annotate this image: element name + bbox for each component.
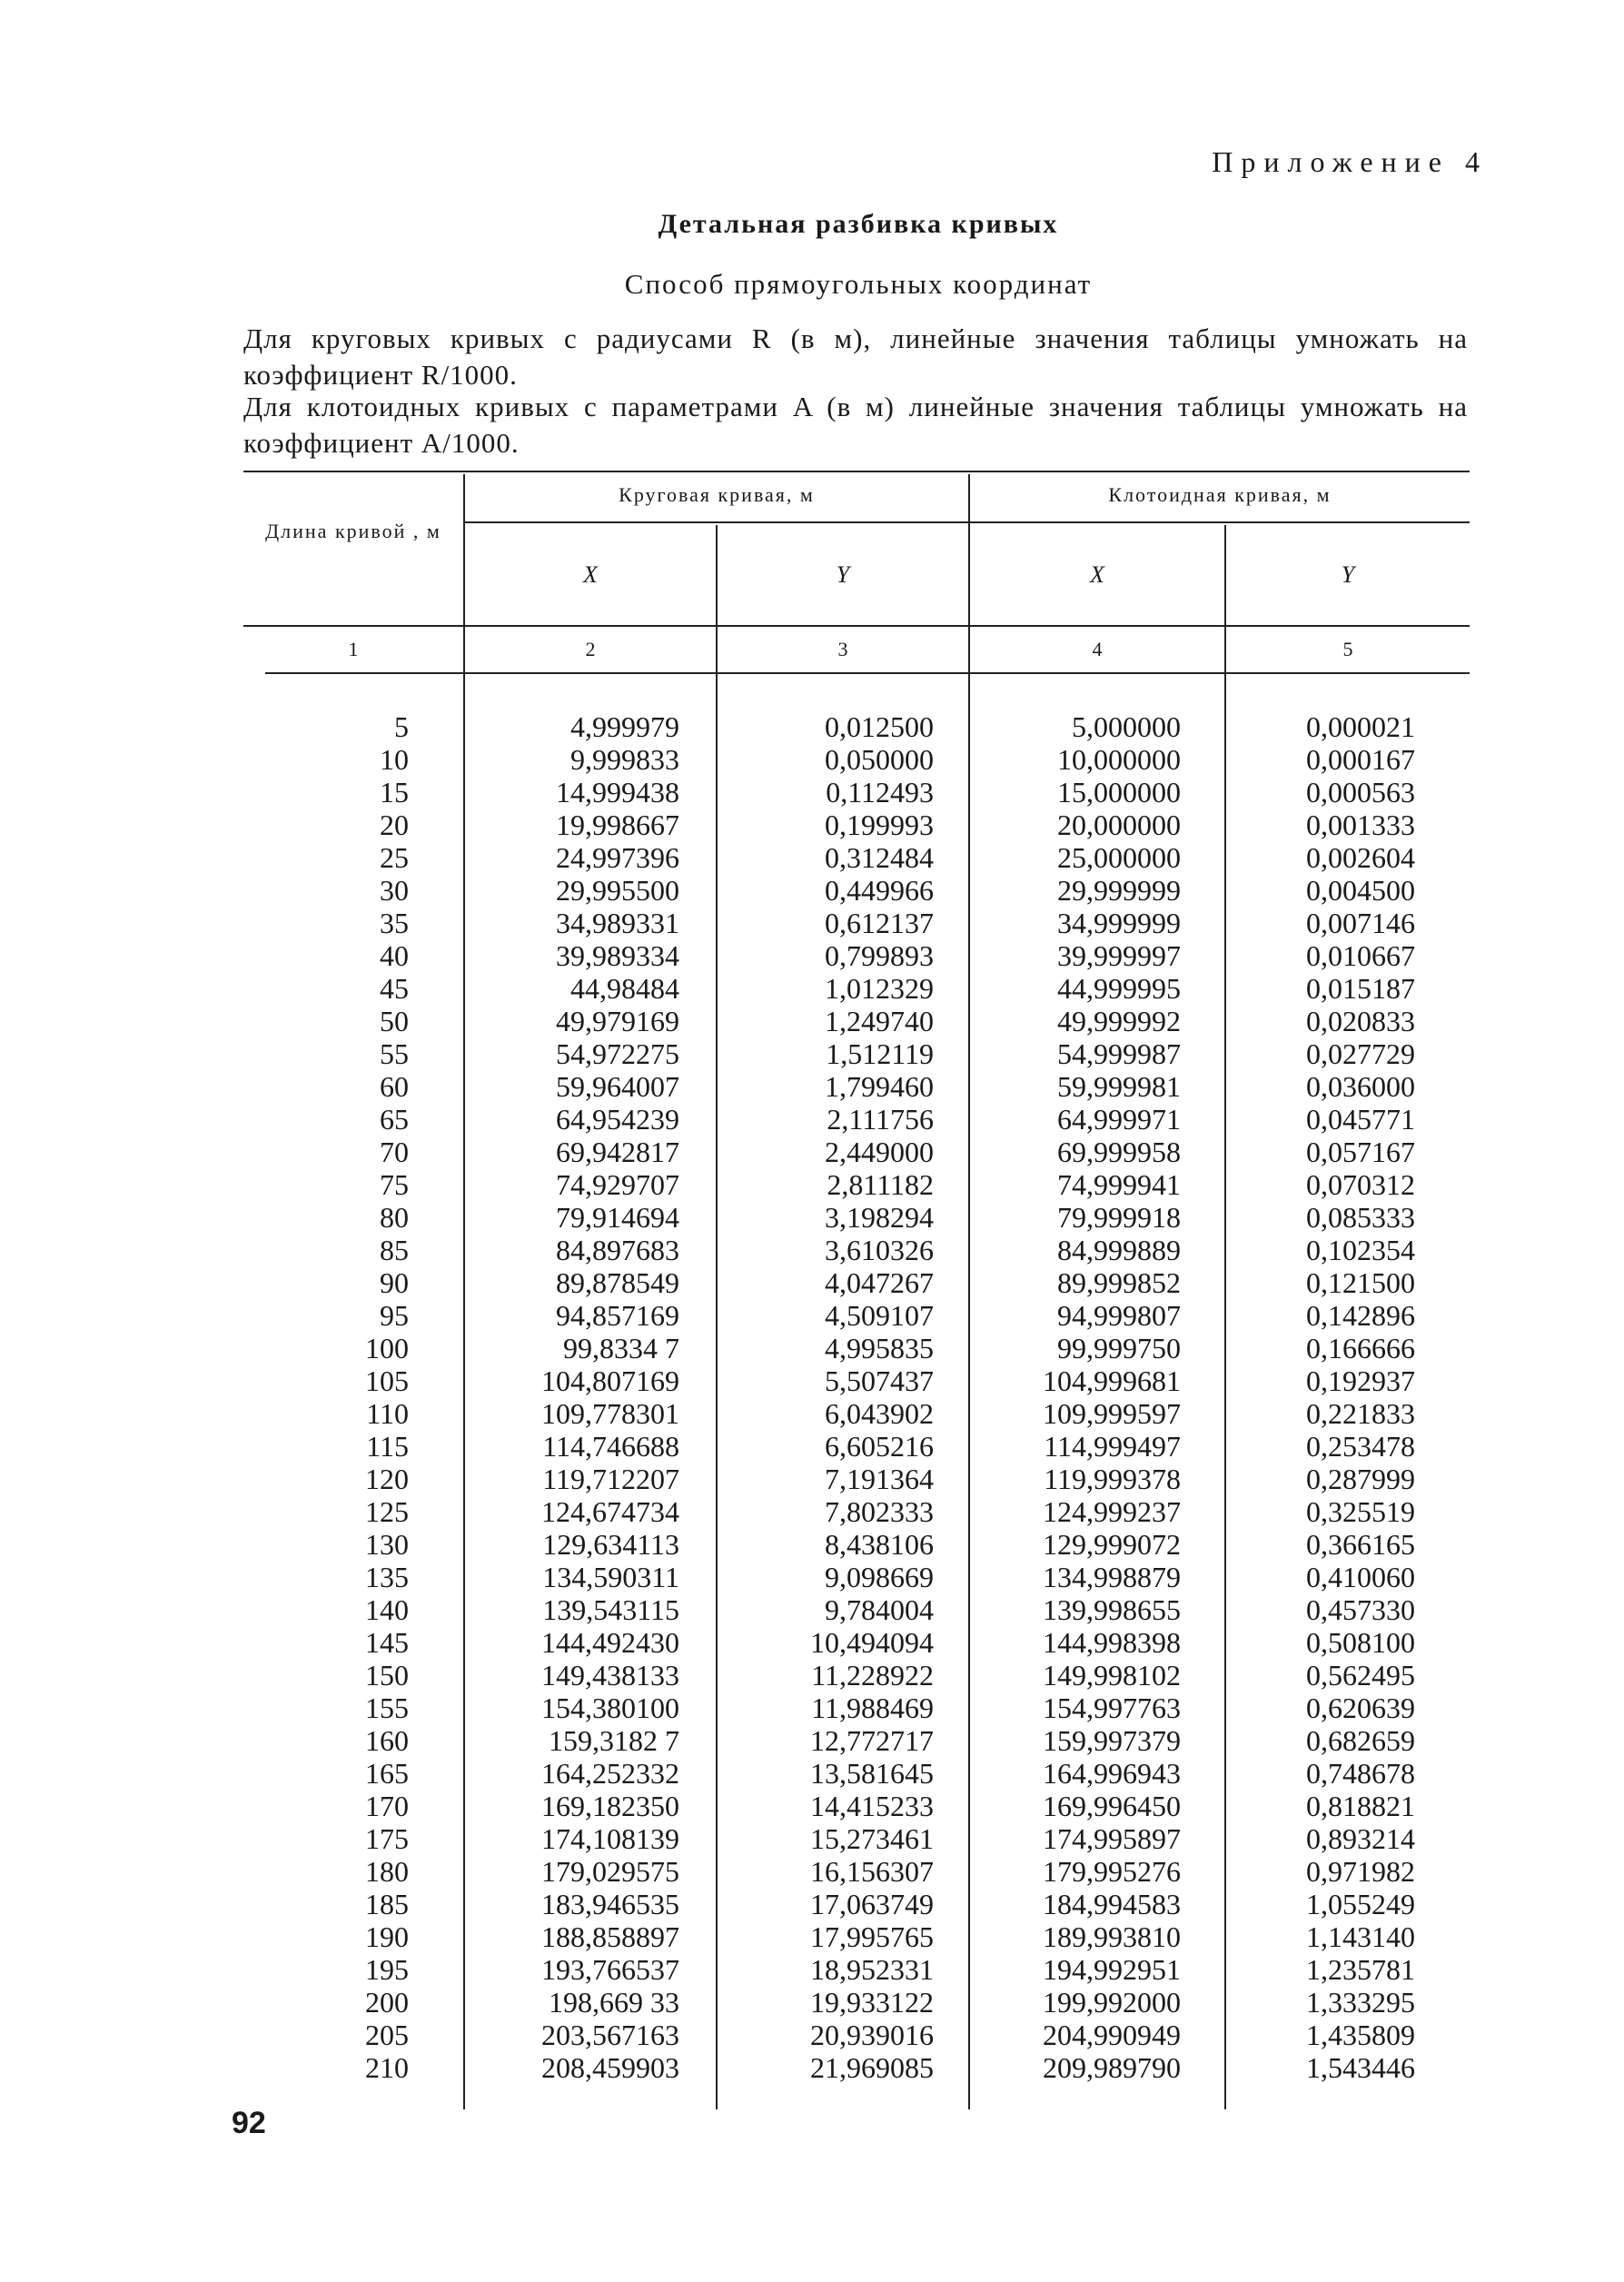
cell-circular-x: 203,567163 bbox=[541, 2018, 679, 2051]
table-row bbox=[243, 2019, 1470, 2051]
cell-clothoid-y: 0,682659 bbox=[1306, 1723, 1415, 1757]
table-row bbox=[243, 1266, 1470, 1299]
cell-circular-x: 198,669 33 bbox=[549, 1985, 679, 2019]
cell-length: 130 bbox=[365, 1527, 409, 1561]
cell-clothoid-x: 159,997379 bbox=[1043, 1723, 1181, 1757]
cell-circular-y: 14,415233 bbox=[810, 1789, 934, 1822]
cell-length: 15 bbox=[380, 775, 409, 809]
cell-circular-y: 9,784004 bbox=[825, 1592, 934, 1626]
page-number: 92 bbox=[232, 2106, 266, 2140]
cell-length: 150 bbox=[365, 1658, 409, 1692]
cell-circular-y: 17,995765 bbox=[810, 1920, 934, 1953]
column-number: 2 bbox=[585, 638, 596, 660]
cell-clothoid-y: 0,015187 bbox=[1306, 971, 1415, 1005]
cell-clothoid-y: 0,192937 bbox=[1306, 1364, 1415, 1397]
cell-circular-x: 54,972275 bbox=[556, 1037, 679, 1070]
group-header-rule bbox=[463, 521, 1470, 523]
cell-circular-y: 2,111756 bbox=[827, 1102, 934, 1136]
cell-circular-y: 12,772717 bbox=[810, 1723, 934, 1757]
cell-clothoid-x: 144,998398 bbox=[1043, 1625, 1181, 1659]
cell-length: 210 bbox=[365, 2050, 409, 2084]
cell-clothoid-y: 0,287999 bbox=[1306, 1462, 1415, 1495]
cell-circular-x: 164,252332 bbox=[541, 1756, 679, 1790]
table-row bbox=[243, 1136, 1470, 1168]
cell-circular-x: 64,954239 bbox=[556, 1102, 679, 1136]
cell-length: 10 bbox=[380, 742, 409, 776]
cell-length: 140 bbox=[365, 1592, 409, 1626]
cell-length: 25 bbox=[380, 840, 409, 874]
cell-clothoid-x: 114,999497 bbox=[1044, 1429, 1181, 1463]
cell-circular-y: 21,969085 bbox=[810, 2050, 934, 2084]
cell-length: 85 bbox=[380, 1233, 409, 1266]
cell-clothoid-x: 104,999681 bbox=[1043, 1364, 1181, 1397]
coordinates-table bbox=[243, 471, 1470, 2106]
cell-circular-x: 193,766537 bbox=[541, 1952, 679, 1986]
cell-clothoid-x: 89,999852 bbox=[1057, 1265, 1181, 1299]
cell-circular-x: 29,995500 bbox=[556, 873, 679, 907]
table-row bbox=[243, 1037, 1470, 1070]
cell-clothoid-y: 0,057167 bbox=[1306, 1135, 1415, 1168]
cell-circular-x: 183,946535 bbox=[541, 1887, 679, 1920]
cell-circular-x: 79,914694 bbox=[556, 1200, 679, 1234]
cell-clothoid-y: 0,620639 bbox=[1306, 1691, 1415, 1724]
cell-length: 185 bbox=[365, 1887, 409, 1920]
table-body bbox=[243, 710, 1470, 2084]
cell-circular-x: 208,459903 bbox=[541, 2050, 679, 2084]
cell-length: 55 bbox=[380, 1037, 409, 1070]
column-header-clothoid-y: Y bbox=[1341, 561, 1355, 588]
cell-circular-x: 44,98484 bbox=[570, 971, 679, 1005]
cell-length: 110 bbox=[366, 1396, 409, 1430]
cell-clothoid-x: 169,996450 bbox=[1043, 1789, 1181, 1822]
cell-clothoid-x: 149,998102 bbox=[1043, 1658, 1181, 1692]
cell-circular-y: 6,043902 bbox=[825, 1396, 934, 1430]
cell-clothoid-y: 0,221833 bbox=[1306, 1396, 1415, 1430]
cell-circular-x: 119,712207 bbox=[542, 1462, 679, 1495]
cell-clothoid-y: 0,002604 bbox=[1306, 840, 1415, 874]
cell-circular-y: 11,988469 bbox=[811, 1691, 934, 1724]
cell-clothoid-y: 0,253478 bbox=[1306, 1429, 1415, 1463]
cell-circular-x: 149,438133 bbox=[541, 1658, 679, 1692]
cell-circular-x: 74,929707 bbox=[556, 1167, 679, 1201]
cell-circular-x: 104,807169 bbox=[541, 1364, 679, 1397]
cell-clothoid-x: 204,990949 bbox=[1043, 2018, 1181, 2051]
table-row bbox=[243, 1920, 1470, 1953]
table-row bbox=[243, 776, 1470, 809]
table-row bbox=[243, 1724, 1470, 1757]
cell-clothoid-y: 0,748678 bbox=[1306, 1756, 1415, 1790]
cell-clothoid-y: 1,143140 bbox=[1306, 1920, 1415, 1953]
cell-length: 30 bbox=[380, 873, 409, 907]
cell-clothoid-y: 0,000563 bbox=[1306, 775, 1415, 809]
cell-clothoid-y: 0,045771 bbox=[1306, 1102, 1415, 1136]
cell-clothoid-y: 0,000021 bbox=[1306, 709, 1415, 743]
cell-circular-y: 4,509107 bbox=[825, 1298, 934, 1332]
table-row bbox=[243, 710, 1470, 743]
cell-clothoid-x: 179,995276 bbox=[1043, 1854, 1181, 1888]
cell-circular-x: 14,999438 bbox=[556, 775, 679, 809]
cell-circular-x: 139,543115 bbox=[542, 1592, 679, 1626]
cell-circular-x: 69,942817 bbox=[556, 1135, 679, 1168]
number-row-rule bbox=[265, 672, 1470, 674]
cell-clothoid-y: 0,366165 bbox=[1306, 1527, 1415, 1561]
cell-circular-x: 159,3182 7 bbox=[549, 1723, 679, 1757]
cell-clothoid-x: 99,999750 bbox=[1057, 1331, 1181, 1364]
cell-length: 35 bbox=[380, 906, 409, 939]
cell-clothoid-x: 5,000000 bbox=[1072, 709, 1181, 743]
column-group-circular: Круговая кривая, м bbox=[619, 483, 815, 506]
cell-length: 155 bbox=[365, 1691, 409, 1724]
cell-circular-y: 4,047267 bbox=[825, 1265, 934, 1299]
cell-circular-y: 0,312484 bbox=[825, 840, 934, 874]
header-bottom-rule bbox=[243, 625, 1470, 627]
cell-clothoid-y: 1,435809 bbox=[1306, 2018, 1415, 2051]
cell-clothoid-x: 44,999995 bbox=[1057, 971, 1181, 1005]
cell-circular-x: 109,778301 bbox=[541, 1396, 679, 1430]
cell-circular-y: 3,198294 bbox=[825, 1200, 934, 1234]
cell-length: 50 bbox=[380, 1004, 409, 1037]
table-row bbox=[243, 1953, 1470, 1986]
table-row bbox=[243, 1070, 1470, 1103]
table-row bbox=[243, 1593, 1470, 1626]
cell-clothoid-y: 0,085333 bbox=[1306, 1200, 1415, 1234]
cell-length: 60 bbox=[380, 1069, 409, 1103]
cell-clothoid-y: 0,001333 bbox=[1306, 808, 1415, 841]
cell-circular-x: 39,989334 bbox=[556, 938, 679, 972]
cell-circular-y: 7,802333 bbox=[825, 1494, 934, 1528]
cell-length: 100 bbox=[365, 1331, 409, 1364]
cell-length: 45 bbox=[380, 971, 409, 1005]
cell-clothoid-y: 0,020833 bbox=[1306, 1004, 1415, 1037]
cell-length: 180 bbox=[365, 1854, 409, 1888]
cell-clothoid-x: 199,992000 bbox=[1043, 1985, 1181, 2019]
cell-clothoid-x: 209,989790 bbox=[1043, 2050, 1181, 2084]
cell-clothoid-y: 1,543446 bbox=[1306, 2050, 1415, 2084]
table-row bbox=[243, 1626, 1470, 1659]
cell-length: 5 bbox=[394, 709, 409, 743]
cell-circular-y: 1,012329 bbox=[825, 971, 934, 1005]
cell-clothoid-x: 39,999997 bbox=[1057, 938, 1181, 972]
table-top-rule bbox=[243, 471, 1470, 472]
table-row bbox=[243, 1463, 1470, 1495]
table-row bbox=[243, 1103, 1470, 1136]
table-row bbox=[243, 1364, 1470, 1397]
table-row bbox=[243, 972, 1470, 1005]
column-number: 1 bbox=[348, 638, 359, 660]
cell-clothoid-y: 0,102354 bbox=[1306, 1233, 1415, 1266]
page-subtitle: Способ прямоугольных координат bbox=[624, 268, 1093, 300]
cell-circular-x: 59,964007 bbox=[556, 1069, 679, 1103]
cell-clothoid-x: 154,997763 bbox=[1043, 1691, 1181, 1724]
cell-circular-x: 34,989331 bbox=[556, 906, 679, 939]
table-row bbox=[243, 841, 1470, 874]
appendix-label: Приложение 4 bbox=[1212, 145, 1488, 178]
cell-length: 200 bbox=[365, 1985, 409, 2019]
cell-circular-x: 129,634113 bbox=[542, 1527, 679, 1561]
cell-clothoid-x: 10,000000 bbox=[1057, 742, 1181, 776]
cell-circular-y: 17,063749 bbox=[810, 1887, 934, 1920]
table-row bbox=[243, 874, 1470, 907]
column-header-circular-x: X bbox=[583, 561, 598, 588]
table-row bbox=[243, 1332, 1470, 1364]
cell-clothoid-y: 0,457330 bbox=[1306, 1592, 1415, 1626]
cell-length: 95 bbox=[380, 1298, 409, 1332]
cell-circular-y: 16,156307 bbox=[810, 1854, 934, 1888]
cell-clothoid-x: 84,999889 bbox=[1057, 1233, 1181, 1266]
cell-clothoid-x: 20,000000 bbox=[1057, 808, 1181, 841]
cell-circular-y: 9,098669 bbox=[825, 1560, 934, 1593]
cell-length: 40 bbox=[380, 938, 409, 972]
table-row bbox=[243, 1201, 1470, 1234]
cell-clothoid-y: 0,142896 bbox=[1306, 1298, 1415, 1332]
cell-clothoid-y: 1,333295 bbox=[1306, 1985, 1415, 2019]
column-number: 3 bbox=[837, 638, 848, 660]
cell-circular-x: 89,878549 bbox=[556, 1265, 679, 1299]
cell-circular-x: 154,380100 bbox=[541, 1691, 679, 1724]
cell-length: 90 bbox=[380, 1265, 409, 1299]
cell-length: 145 bbox=[365, 1625, 409, 1659]
cell-circular-x: 49,979169 bbox=[556, 1004, 679, 1037]
cell-clothoid-x: 189,993810 bbox=[1043, 1920, 1181, 1953]
cell-clothoid-x: 124,999237 bbox=[1043, 1494, 1181, 1528]
cell-clothoid-x: 34,999999 bbox=[1057, 906, 1181, 939]
cell-circular-x: 144,492430 bbox=[541, 1625, 679, 1659]
cell-clothoid-y: 0,000167 bbox=[1306, 742, 1415, 776]
cell-clothoid-x: 134,998879 bbox=[1043, 1560, 1181, 1593]
cell-circular-y: 19,933122 bbox=[810, 1985, 934, 2019]
cell-circular-x: 4,999979 bbox=[570, 709, 679, 743]
cell-length: 170 bbox=[365, 1789, 409, 1822]
cell-clothoid-y: 0,010667 bbox=[1306, 938, 1415, 972]
cell-circular-y: 0,112493 bbox=[826, 775, 934, 809]
cell-clothoid-x: 139,998655 bbox=[1043, 1592, 1181, 1626]
column-header-length: Длина кривой , м bbox=[265, 520, 441, 542]
table-row bbox=[243, 1430, 1470, 1463]
table-row bbox=[243, 1168, 1470, 1201]
cell-circular-y: 10,494094 bbox=[810, 1625, 934, 1659]
table-row bbox=[243, 1528, 1470, 1561]
table-row bbox=[243, 1234, 1470, 1266]
cell-circular-y: 0,012500 bbox=[825, 709, 934, 743]
cell-clothoid-y: 0,410060 bbox=[1306, 1560, 1415, 1593]
cell-circular-y: 0,449966 bbox=[825, 873, 934, 907]
cell-length: 80 bbox=[380, 1200, 409, 1234]
cell-length: 205 bbox=[365, 2018, 409, 2051]
cell-circular-y: 7,191364 bbox=[825, 1462, 934, 1495]
intro-paragraph-circular: Для круговых кривых с радиусами R (в м), линейные значения таблицы умножать на коэффициент R/1000. bbox=[243, 322, 1468, 391]
cell-circular-y: 6,605216 bbox=[825, 1429, 934, 1463]
cell-circular-x: 99,8334 7 bbox=[563, 1331, 679, 1364]
cell-clothoid-x: 164,996943 bbox=[1043, 1756, 1181, 1790]
cell-clothoid-y: 0,325519 bbox=[1306, 1494, 1415, 1528]
cell-length: 195 bbox=[365, 1952, 409, 1986]
cell-circular-y: 11,228922 bbox=[811, 1658, 934, 1692]
cell-clothoid-x: 59,999981 bbox=[1057, 1069, 1181, 1103]
cell-clothoid-x: 69,999958 bbox=[1057, 1135, 1181, 1168]
cell-circular-x: 124,674734 bbox=[541, 1494, 679, 1528]
cell-clothoid-y: 0,007146 bbox=[1306, 906, 1415, 939]
table-row bbox=[243, 1986, 1470, 2019]
table-row bbox=[243, 743, 1470, 776]
cell-clothoid-x: 64,999971 bbox=[1057, 1102, 1181, 1136]
cell-circular-x: 9,999833 bbox=[570, 742, 679, 776]
cell-circular-y: 1,799460 bbox=[825, 1069, 934, 1103]
table-row bbox=[243, 1659, 1470, 1692]
cell-clothoid-x: 129,999072 bbox=[1043, 1527, 1181, 1561]
cell-clothoid-y: 0,818821 bbox=[1306, 1789, 1415, 1822]
cell-circular-y: 0,612137 bbox=[825, 906, 934, 939]
cell-circular-y: 1,249740 bbox=[825, 1004, 934, 1037]
cell-clothoid-x: 119,999378 bbox=[1044, 1462, 1181, 1495]
cell-circular-x: 188,858897 bbox=[541, 1920, 679, 1953]
cell-length: 190 bbox=[365, 1920, 409, 1953]
cell-clothoid-y: 0,036000 bbox=[1306, 1069, 1415, 1103]
column-header-circular-y: Y bbox=[836, 561, 850, 588]
cell-length: 125 bbox=[365, 1494, 409, 1528]
table-row bbox=[243, 1790, 1470, 1822]
table-row bbox=[243, 939, 1470, 972]
cell-length: 65 bbox=[380, 1102, 409, 1136]
cell-clothoid-x: 94,999807 bbox=[1057, 1298, 1181, 1332]
cell-clothoid-y: 0,004500 bbox=[1306, 873, 1415, 907]
column-number: 5 bbox=[1342, 638, 1353, 660]
cell-clothoid-y: 1,055249 bbox=[1306, 1887, 1415, 1920]
cell-circular-y: 0,050000 bbox=[825, 742, 934, 776]
cell-length: 160 bbox=[365, 1723, 409, 1757]
cell-circular-x: 169,182350 bbox=[541, 1789, 679, 1822]
cell-length: 75 bbox=[380, 1167, 409, 1201]
cell-circular-y: 2,811182 bbox=[827, 1167, 934, 1201]
table-row bbox=[243, 1888, 1470, 1920]
cell-length: 70 bbox=[380, 1135, 409, 1168]
cell-circular-x: 19,998667 bbox=[556, 808, 679, 841]
cell-clothoid-y: 1,235781 bbox=[1306, 1952, 1415, 1986]
cell-circular-x: 114,746688 bbox=[542, 1429, 679, 1463]
cell-length: 165 bbox=[365, 1756, 409, 1790]
cell-circular-y: 18,952331 bbox=[810, 1952, 934, 1986]
cell-length: 105 bbox=[365, 1364, 409, 1397]
table-row bbox=[243, 1855, 1470, 1888]
cell-clothoid-y: 0,027729 bbox=[1306, 1037, 1415, 1070]
cell-clothoid-y: 0,166666 bbox=[1306, 1331, 1415, 1364]
cell-circular-y: 5,507437 bbox=[825, 1364, 934, 1397]
cell-circular-y: 4,995835 bbox=[825, 1331, 934, 1364]
cell-clothoid-x: 49,999992 bbox=[1057, 1004, 1181, 1037]
cell-clothoid-x: 74,999941 bbox=[1057, 1167, 1181, 1201]
cell-length: 20 bbox=[380, 808, 409, 841]
cell-clothoid-x: 29,999999 bbox=[1057, 873, 1181, 907]
cell-circular-y: 3,610326 bbox=[825, 1233, 934, 1266]
cell-clothoid-x: 184,994583 bbox=[1043, 1887, 1181, 1920]
cell-length: 115 bbox=[366, 1429, 409, 1463]
column-group-clothoid: Клотоидная кривая, м bbox=[1108, 483, 1332, 506]
table-row bbox=[243, 1822, 1470, 1855]
cell-clothoid-y: 0,893214 bbox=[1306, 1821, 1415, 1855]
cell-circular-x: 134,590311 bbox=[542, 1560, 679, 1593]
cell-circular-x: 94,857169 bbox=[556, 1298, 679, 1332]
column-number: 4 bbox=[1092, 638, 1103, 660]
cell-circular-x: 174,108139 bbox=[541, 1821, 679, 1855]
cell-clothoid-y: 0,508100 bbox=[1306, 1625, 1415, 1659]
page-title: Детальная разбивка кривых bbox=[658, 209, 1059, 239]
table-row bbox=[243, 2051, 1470, 2084]
cell-length: 175 bbox=[365, 1821, 409, 1855]
cell-clothoid-x: 194,992951 bbox=[1043, 1952, 1181, 1986]
cell-clothoid-x: 25,000000 bbox=[1057, 840, 1181, 874]
cell-circular-y: 1,512119 bbox=[826, 1037, 934, 1070]
cell-clothoid-x: 54,999987 bbox=[1057, 1037, 1181, 1070]
cell-clothoid-y: 0,070312 bbox=[1306, 1167, 1415, 1201]
table-row bbox=[243, 1495, 1470, 1528]
column-header-clothoid-x: X bbox=[1090, 561, 1104, 588]
table-row bbox=[243, 1299, 1470, 1332]
cell-length: 135 bbox=[365, 1560, 409, 1593]
cell-circular-x: 84,897683 bbox=[556, 1233, 679, 1266]
cell-clothoid-y: 0,562495 bbox=[1306, 1658, 1415, 1692]
cell-clothoid-x: 109,999597 bbox=[1043, 1396, 1181, 1430]
cell-length: 120 bbox=[365, 1462, 409, 1495]
table-row bbox=[243, 1692, 1470, 1724]
cell-clothoid-y: 0,971982 bbox=[1306, 1854, 1415, 1888]
cell-circular-y: 8,438106 bbox=[825, 1527, 934, 1561]
cell-clothoid-x: 174,995897 bbox=[1043, 1821, 1181, 1855]
cell-circular-y: 2,449000 bbox=[825, 1135, 934, 1168]
cell-circular-y: 15,273461 bbox=[810, 1821, 934, 1855]
table-row bbox=[243, 809, 1470, 841]
cell-clothoid-x: 79,999918 bbox=[1057, 1200, 1181, 1234]
table-row bbox=[243, 1757, 1470, 1790]
table-row bbox=[243, 907, 1470, 939]
table-row bbox=[243, 1561, 1470, 1593]
table-row bbox=[243, 1397, 1470, 1430]
intro-paragraph-clothoid: Для клотоидных кривых с параметрами A (в м) линейные значения таблицы умножать на коэффициент A/1000. bbox=[243, 391, 1468, 459]
cell-circular-y: 0,199993 bbox=[825, 808, 934, 841]
cell-clothoid-x: 15,000000 bbox=[1057, 775, 1181, 809]
cell-clothoid-y: 0,121500 bbox=[1306, 1265, 1415, 1299]
cell-circular-y: 13,581645 bbox=[810, 1756, 934, 1790]
table-row bbox=[243, 1005, 1470, 1037]
cell-circular-y: 20,939016 bbox=[810, 2018, 934, 2051]
cell-circular-x: 179,029575 bbox=[541, 1854, 679, 1888]
cell-circular-x: 24,997396 bbox=[556, 840, 679, 874]
cell-circular-y: 0,799893 bbox=[825, 938, 934, 972]
